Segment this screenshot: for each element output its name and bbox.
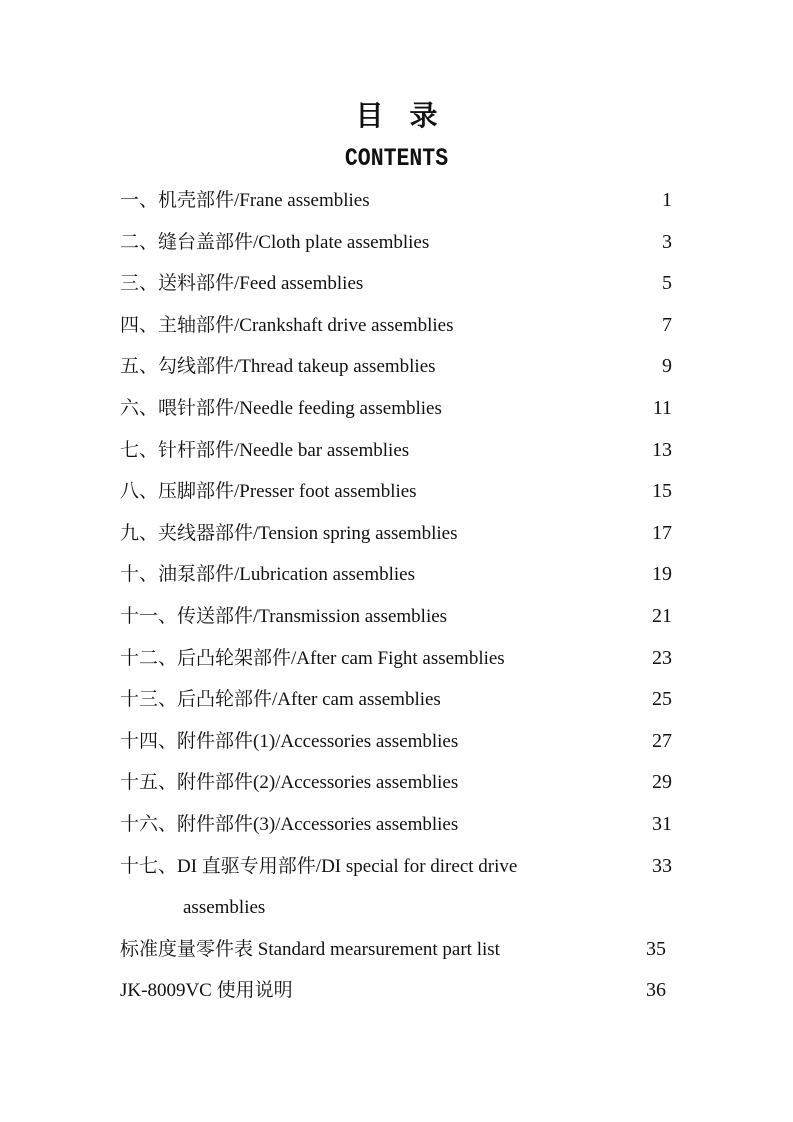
toc-entry-title: 十四、附件部件(1)/Accessories assemblies [120,730,459,752]
toc-entry[interactable] [120,846,674,888]
toc-entry[interactable] [120,346,674,388]
toc-entry-title: 十七、DI 直驱专用部件/DI special for direct drive [120,855,518,877]
toc-entry-title: 五、勾线部件/Thread takeup assemblies [120,356,436,378]
toc-entry[interactable] [120,721,674,763]
toc-entry-title: 十五、附件部件(2)/Accessories assemblies [120,772,459,794]
toc-entry[interactable] [120,513,674,555]
toc-entry-title-continuation: assemblies [183,897,266,919]
toc-entry[interactable] [120,222,674,264]
heading-cn: 目录 [355,99,464,132]
toc-entry[interactable] [120,430,674,472]
toc-entry[interactable] [120,762,674,804]
table-of-contents [120,180,674,1012]
toc-entry-title: 三、送料部件/Feed assemblies [120,273,364,295]
toc-entry[interactable] [120,679,674,721]
toc-entry-page: 17 [652,521,672,544]
toc-entry-page: 29 [652,771,672,794]
toc-entry-title: 二、缝台盖部件/Cloth plate assemblies [120,231,430,253]
toc-entry-page: 27 [652,729,672,752]
toc-entry-page: 23 [652,646,672,669]
toc-entry-title: 十、油泵部件/Lubrication assemblies [120,564,415,586]
toc-entry-continuation [120,887,674,929]
toc-entry-title: 四、主轴部件/Crankshaft drive assemblies [120,314,454,336]
toc-entry[interactable] [120,471,674,513]
toc-entry-page: 5 [662,272,672,295]
toc-entry-title: JK-8009VC 使用说明 [120,980,293,1002]
heading-en: CONTENTS [344,144,449,173]
toc-entry-page: 13 [652,438,672,461]
toc-entry-title: 十三、后凸轮部件/After cam assemblies [120,689,441,711]
toc-entry-page: 15 [652,480,672,503]
toc-entry-title: 十六、附件部件(3)/Accessories assemblies [120,813,459,835]
toc-entry-page: 33 [652,854,672,877]
toc-entry[interactable] [120,638,674,680]
toc-entry-page: 11 [652,396,672,419]
toc-entry-page: 36 [646,979,666,1002]
toc-entry[interactable] [120,596,674,638]
toc-entry[interactable] [120,804,674,846]
toc-entry[interactable] [120,263,674,305]
toc-entry-title: 十一、传送部件/Transmission assemblies [120,605,448,627]
toc-entry-title: 九、夹线器部件/Tension spring assemblies [120,522,458,544]
toc-entry[interactable] [120,929,674,971]
toc-entry-page: 3 [662,230,672,253]
toc-entry-page: 9 [662,355,672,378]
toc-entry-page: 35 [646,937,666,960]
toc-entry[interactable] [120,388,674,430]
toc-entry-title: 一、机壳部件/Frane assemblies [120,190,370,211]
toc-entry-page: 7 [662,313,672,336]
toc-entry-title: 七、针杆部件/Needle bar assemblies [120,439,410,461]
toc-entry[interactable] [120,305,674,347]
toc-entry-page: 19 [652,563,672,586]
toc-entry-page: 1 [662,189,672,211]
toc-entry-page: 25 [652,688,672,711]
toc-entry[interactable] [120,180,674,222]
toc-entry-title: 八、压脚部件/Presser foot assemblies [120,481,417,503]
toc-entry-page: 31 [652,812,672,835]
toc-entry-title: 六、喂针部件/Needle feeding assemblies [120,397,442,419]
toc-entry-page: 21 [652,604,672,627]
toc-entry-title: 标准度量零件表 Standard mearsurement part list [120,938,500,960]
toc-entry[interactable] [120,970,674,1012]
toc-entry[interactable] [120,554,674,596]
toc-entry-title: 十二、后凸轮架部件/After cam Fight assemblies [120,647,505,669]
